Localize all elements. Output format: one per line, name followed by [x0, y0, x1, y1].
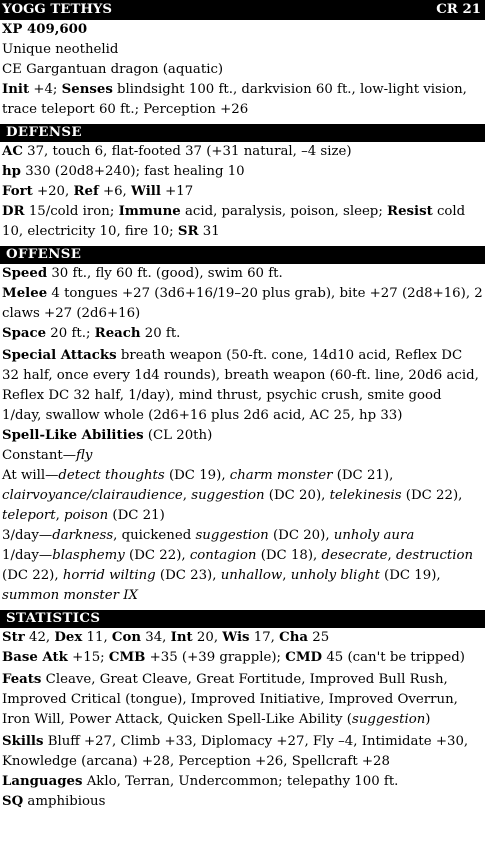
- ability-scores-line: [0, 628, 485, 648]
- spell-detail: (DC 21),: [332, 468, 394, 483]
- spell-detail: (DC 19),: [164, 468, 230, 483]
- melee-value: 4 tongues +27 (3d6+16/19–20 plus grab), bite +27 (2d8+16), 2 claws +27 (2d6+16): [2, 286, 483, 321]
- spell-detail: (DC 20),: [268, 528, 334, 543]
- hp-line: [0, 162, 485, 182]
- senses-label: Senses: [61, 82, 113, 97]
- sq-value: amphibious: [23, 794, 106, 809]
- fort-label: Fort: [2, 184, 33, 199]
- spell-detail: (DC 22),: [124, 548, 190, 563]
- con-label: Con: [111, 630, 142, 645]
- init-label: Init: [2, 82, 30, 97]
- spell-name: clairvoyance/clairaudience: [2, 488, 183, 503]
- melee-line: [0, 284, 485, 324]
- alignment-line: CE Gargantuan dragon (aquatic): [2, 62, 224, 77]
- cmb-label: CMB: [108, 650, 146, 665]
- languages-line: [0, 772, 485, 792]
- init-senses-line: [0, 80, 485, 120]
- sr-label: SR: [177, 224, 199, 239]
- spell-name: contagion: [189, 548, 257, 563]
- spell-name: telekinesis: [329, 488, 402, 503]
- immune-value: acid, paralysis, poison, sleep;: [180, 204, 388, 219]
- atwill-line: [0, 466, 485, 526]
- spell-name: poison: [64, 508, 109, 523]
- feats-label: Feats: [2, 672, 42, 687]
- spell-detail: (DC 18),: [256, 548, 322, 563]
- con-value: 34,: [141, 630, 171, 645]
- sq-label: SQ: [2, 794, 24, 809]
- cha-label: Cha: [279, 630, 309, 645]
- combat-maneuver-line: [0, 648, 485, 668]
- will-value: +17: [160, 184, 194, 199]
- spell-name: darkness: [52, 528, 114, 543]
- dex-label: Dex: [54, 630, 83, 645]
- skills-line: [0, 732, 485, 772]
- spell-name: summon monster IX: [2, 588, 138, 603]
- challenge-rating: CR 21: [436, 2, 481, 17]
- sla-value: (CL 20th): [143, 428, 213, 443]
- constant-spell: fly: [76, 448, 93, 463]
- will-label: Will: [131, 184, 161, 199]
- speed-value: 30 ft., fly 60 ft. (good), swim 60 ft.: [47, 266, 283, 281]
- spell-name: unholy blight: [290, 568, 380, 583]
- spell-name: horrid wilting: [62, 568, 156, 583]
- resist-label: Resist: [387, 204, 433, 219]
- bab-label: Base Atk: [2, 650, 68, 665]
- special-attacks-label: Special Attacks: [2, 348, 117, 363]
- wis-label: Wis: [222, 630, 250, 645]
- spell-detail: (DC 20),: [264, 488, 330, 503]
- ref-value: +6,: [98, 184, 132, 199]
- spell-name: unhallow: [220, 568, 283, 583]
- spell-detail: ,: [387, 548, 397, 563]
- feats-italic: suggestion: [352, 712, 426, 727]
- three-per-day-line: [0, 526, 485, 546]
- constant-prefix: Constant—: [2, 448, 77, 463]
- spell-name: blasphemy: [52, 548, 125, 563]
- spell-detail: (DC 19),: [379, 568, 441, 583]
- cha-value: 25: [308, 630, 330, 645]
- sq-line: [0, 792, 485, 812]
- statistics-header: STATISTICS: [0, 609, 485, 628]
- skills-value: Bluff +27, Climb +33, Diplomacy +27, Fly –4, Intimidate +30, Knowledge (arcana) +28, Perception +26, Spellcraft +28: [2, 734, 469, 769]
- speed-label: Speed: [2, 266, 48, 281]
- space-label: Space: [2, 326, 47, 341]
- fort-value: +20,: [32, 184, 74, 199]
- creature-name: YOGG TETHYS: [2, 2, 112, 17]
- special-attacks-value: breath weapon (50-ft. cone, 14d10 acid, Reflex DC 32 half, once every 1d4 rounds), breath weapon (60-ft. line, 20d6 acid, Reflex DC 32 half, 1/day), mind thrust, psychic crush, smite good 1/day, swallow whole (2d6+16 plus 2d6 acid, AC 25, hp 33): [2, 348, 479, 423]
- dr-label: DR: [2, 204, 25, 219]
- spell-name: desecrate: [321, 548, 388, 563]
- spell-detail: (DC 22),: [401, 488, 463, 503]
- spell-name: charm monster: [229, 468, 333, 483]
- spell-detail: , quickened: [113, 528, 196, 543]
- spell-name: unholy aura: [333, 528, 415, 543]
- spell-name: suggestion: [191, 488, 265, 503]
- spell-detail: (DC 23),: [155, 568, 221, 583]
- senses-value: blindsight 100 ft., darkvision 60 ft., low-light vision, trace teleport 60 ft.; Perception +26: [2, 82, 467, 117]
- ref-label: Ref: [73, 184, 99, 199]
- feats-line: [0, 670, 485, 730]
- sr-value: 31: [198, 224, 220, 239]
- ac-value: 37, touch 6, flat-footed 37 (+31 natural, –4 size): [22, 144, 352, 159]
- three-per-day-prefix: 3/day—: [2, 528, 53, 543]
- atwill-prefix: At will—: [2, 468, 59, 483]
- type-line: Unique neothelid: [2, 42, 119, 57]
- spell-detail: ,: [182, 488, 192, 503]
- skills-label: Skills: [2, 734, 44, 749]
- languages-value: Aklo, Terran, Undercommon; telepathy 100 ft.: [82, 774, 399, 789]
- int-value: 20,: [192, 630, 223, 645]
- one-per-day-prefix: 1/day—: [2, 548, 53, 563]
- title-bar: [0, 0, 485, 20]
- bab-value: +15;: [67, 650, 109, 665]
- spell-name: suggestion: [195, 528, 269, 543]
- immune-label: Immune: [118, 204, 181, 219]
- ac-line: [0, 142, 485, 162]
- init-value: +4;: [29, 82, 62, 97]
- feats-value: Cleave, Great Cleave, Great Fortitude, Improved Bull Rush, Improved Critical (tongue), Improved Initiative, Improved Overrun, Iron Will, Power Attack, Quicken Spell-Like Ability (: [2, 672, 458, 727]
- spell-name: teleport: [2, 508, 56, 523]
- space-reach-line: [0, 324, 485, 344]
- cmd-value: 45 (can't be tripped): [322, 650, 465, 665]
- str-label: Str: [2, 630, 25, 645]
- wis-value: 17,: [249, 630, 280, 645]
- cmd-label: CMD: [285, 650, 323, 665]
- dr-line: [0, 202, 485, 242]
- one-per-day-line: [0, 546, 485, 606]
- sla-line: [0, 426, 485, 446]
- int-label: Int: [170, 630, 193, 645]
- spell-detail: (DC 22),: [2, 568, 63, 583]
- saves-line: [0, 182, 485, 202]
- spell-detail: (DC 21): [108, 508, 165, 523]
- spell-name: detect thoughts: [58, 468, 165, 483]
- dr-value: 15/cold iron;: [24, 204, 119, 219]
- special-attacks-line: [0, 346, 485, 426]
- sla-label: Spell-Like Abilities: [2, 428, 144, 443]
- hp-value: 330 (20d8+240); fast healing 10: [20, 164, 245, 179]
- spell-detail: ,: [282, 568, 291, 583]
- dex-value: 11,: [82, 630, 112, 645]
- space-value: 20 ft.;: [46, 326, 95, 341]
- reach-value: 20 ft.: [140, 326, 181, 341]
- spell-name: destruction: [396, 548, 474, 563]
- defense-header: DEFENSE: [0, 123, 485, 142]
- constant-line: [0, 446, 485, 466]
- feats-close: ): [425, 712, 431, 727]
- ac-label: AC: [2, 144, 23, 159]
- speed-line: [0, 264, 485, 284]
- reach-label: Reach: [94, 326, 141, 341]
- str-value: 42,: [24, 630, 55, 645]
- resist-value: cold 10, electricity 10, fire 10;: [2, 204, 466, 239]
- languages-label: Languages: [2, 774, 83, 789]
- hp-label: hp: [2, 164, 21, 179]
- offense-header: OFFENSE: [0, 245, 485, 264]
- cmb-value: +35 (+39 grapple);: [145, 650, 286, 665]
- melee-label: Melee: [2, 286, 48, 301]
- xp-line: XP 409,600: [2, 22, 88, 37]
- spell-detail: ,: [55, 508, 65, 523]
